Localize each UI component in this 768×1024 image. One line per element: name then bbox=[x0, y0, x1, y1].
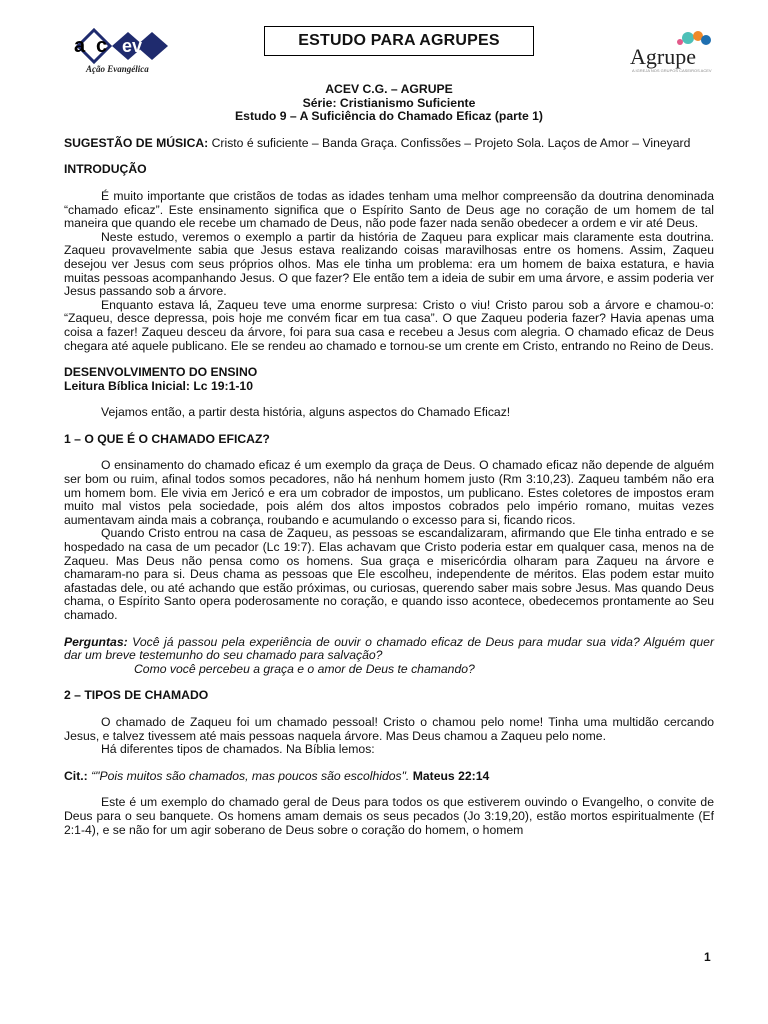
questions-label: Perguntas: bbox=[64, 634, 128, 649]
intro-paragraph-2: Neste estudo, veremos o exemplo a partir da história de Zaqueu para explicar mais claramente esta doutrina. Zaqueu provavelmente sabia que Jesus estava realizando coisas maravilhosas entre os homens. Assim, Zaqueu desejou ver Jesus com seus próprios olhos. Mas ele tinha um problema: era um homem de baixa estatura, e havia muitas pessoas acompanhando Jesus. O que fazer? Ele então tem a ideia de subir em uma árvore, e assim poderia ver Jesus passando sob a árvore. bbox=[64, 229, 714, 299]
svg-text:ev: ev bbox=[122, 36, 143, 56]
heading-line-2: Série: Cristianismo Suficiente bbox=[302, 95, 476, 110]
question-1: Você já passou pela experiência de ouvir o chamado eficaz de Deus para mudar sua vida? Alguém quer dar um breve testemunho do seu chamado para salvação? bbox=[64, 634, 714, 663]
acev-logo bbox=[72, 28, 172, 78]
acev-logo-mark bbox=[72, 28, 172, 64]
questions bbox=[64, 636, 714, 663]
section-1-paragraph-1: O ensinamento do chamado eficaz é um exemplo da graça de Deus. O chamado eficaz não depende de alguém ser bom ou ruim, afinal todos somos pecadores, não há nenhum homem justo (Rm 3:10,23). Zaqueu também não era um homem bom. Ele vivia em Jericó e era um cobrador de impostos, um publicano. Estes coletores de impostos eram muito mal vistos pela sociedade, pois além dos altos impostos cobrados pelo império romano, muitas vezes aumentavam ainda mais a cobrança, roubando e acumulando o excesso para si, ficando ricos. bbox=[64, 458, 714, 527]
section-2-paragraph-3: Este é um exemplo do chamado geral de Deus para todos os que estiverem ouvindo o Evangelho, o convite de Deus para o seu banquete. Os homens amam demais os seus pecados (Jo 3:19,20), estão mortos espiritualmente (Ef 2:1-4), e se não for um agir soberano de Deus sobre o coração do homem, o homem bbox=[64, 795, 714, 837]
intro-title: INTRODUÇÃO bbox=[64, 162, 147, 177]
music-label: SUGESTÃO DE MÚSICA: bbox=[64, 135, 209, 150]
svg-text:c: c bbox=[96, 35, 108, 57]
heading-line-3: Estudo 9 – A Suficiência do Chamado Eficaz (parte 1) bbox=[235, 109, 543, 124]
music-text: Cristo é suficiente – Banda Graça. Confissões – Projeto Sola. Laços de Amor – Vineyard bbox=[208, 135, 691, 150]
section-2-paragraph-1: O chamado de Zaqueu foi um chamado pessoal! Cristo o chamou pelo nome! Tinha uma multidão cercando Jesus, e talvez tivessem até mais pessoas naquela árvore. Mas Deus chamou a Zaqueu pelo nome. bbox=[64, 714, 714, 743]
section-1-paragraph-2: Quando Cristo entrou na casa de Zaqueu, as pessoas se escandalizaram, afirmando que Ele tinha entrado e se hospedado na casa de um pecador (Lc 19:7). Elas achavam que Cristo poderia estar em qualquer casa, menos na de Zaqueu. Mas Deus não pensa como os homens. Sua graça e misericórdia olharam para Zaqueu na árvore e chamaram-no para si. Deus chama as pessoas que Ele escolheu, independente de méritos. Elas podem estar muito afastadas dele, ou até achando que estão próximas, ou curiosas, querendo saber mais sobre Jesus. Mas quando Deus chama, o Espírito Santo opera poderosamente no coração, e quando isso acontece, obedecemos prontamente ao Seu chamado. bbox=[64, 526, 714, 622]
question-2: Como você percebeu a graça e o amor de Deus te chamando? bbox=[134, 661, 475, 676]
agrupe-logo bbox=[628, 28, 724, 76]
intro-paragraph-1: É muito importante que cristãos de todas as idades tenham uma melhor compreensão da doutrina denominada “chamado eficaz”. Este ensinamento significa que o Espírito Santo de Deus age no coração de um homem de tal maneira que quando ele recebe um chamado de Deus, não pode fazer nada senão obedecer a ordem e vir até Deus. bbox=[64, 188, 714, 231]
acev-tagline: Ação Evangélica bbox=[86, 64, 149, 74]
document-title: ESTUDO PARA AGRUPES bbox=[264, 26, 534, 56]
section-1-title: 1 – O QUE É O CHAMADO EFICAZ? bbox=[64, 431, 270, 446]
section-2-title: 2 – TIPOS DE CHAMADO bbox=[64, 688, 209, 703]
citation-label: Cit.: bbox=[64, 768, 88, 783]
music-suggestion bbox=[64, 137, 714, 151]
citation bbox=[64, 770, 714, 784]
development-intro: Vejamos então, a partir desta história, alguns aspectos do Chamado Eficaz! bbox=[101, 405, 511, 420]
development-title: DESENVOLVIMENTO DO ENSINO bbox=[64, 365, 258, 380]
page-number: 1 bbox=[704, 950, 711, 964]
agrupe-tagline: A IGREJA NOS GRUPOS CASEIROS ACEV bbox=[632, 68, 712, 73]
section-2-paragraph-2: Há diferentes tipos de chamados. Na Bíblia lemos: bbox=[101, 742, 375, 757]
document-body bbox=[64, 83, 714, 837]
citation-reference: Mateus 22:14 bbox=[409, 768, 490, 783]
citation-text: “"Pois muitos são chamados, mas poucos são escolhidos". bbox=[87, 768, 410, 783]
heading-line-1: ACEV C.G. – AGRUPE bbox=[325, 82, 453, 96]
svg-text:a: a bbox=[74, 35, 86, 57]
bible-reading: Leitura Bíblica Inicial: Lc 19:1-10 bbox=[64, 378, 253, 393]
agrupe-wordmark: Agrupe bbox=[630, 44, 696, 69]
intro-paragraph-3: Enquanto estava lá, Zaqueu teve uma enorme surpresa: Cristo o viu! Cristo parou sob a árvore e chamou-o: “Zaqueu, desce depressa, pois hoje me convém ficar em tua casa”. O que Zaqueu poderia fazer? Havia apenas uma coisa a fazer! Zaqueu desceu da árvore, foi para sua casa e recebeu a Jesus com alegria. O chamado eficaz de Deus chegara até aquele publicano. Ele se rendeu ao chamado e tornou-se um crente em Cristo, entrando no Reino de Deus. bbox=[64, 297, 714, 353]
